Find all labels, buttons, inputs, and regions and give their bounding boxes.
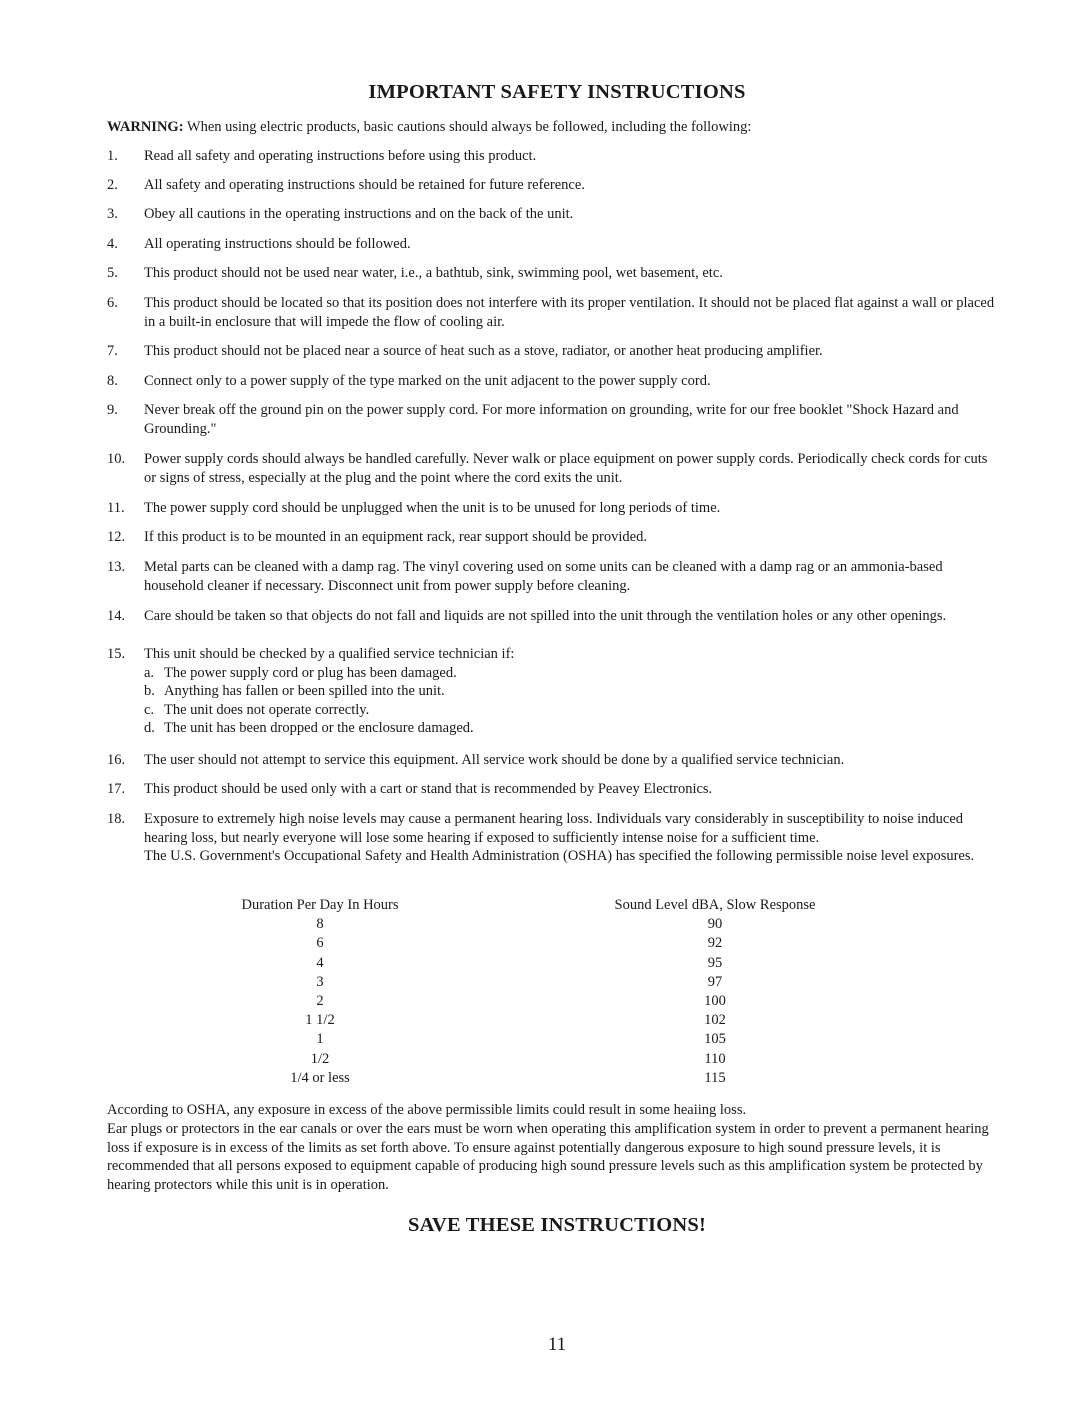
sub-item-text: The unit does not operate correctly. bbox=[164, 701, 370, 718]
item-text: Obey all cautions in the operating instructions and on the back of the unit. bbox=[144, 206, 574, 222]
duration-cell: 6 bbox=[316, 935, 324, 952]
warning-line bbox=[107, 118, 1007, 136]
sub-item-text: The unit has been dropped or the enclosure damaged. bbox=[164, 720, 474, 736]
item-text: This unit should be checked by a qualified service technician if: bbox=[144, 646, 515, 662]
instruction-item bbox=[107, 810, 997, 866]
sub-item-text: The power supply cord or plug has been damaged. bbox=[164, 664, 457, 681]
item-text: Read all safety and operating instructions before using this product. bbox=[144, 148, 537, 164]
sound-level-cell: 102 bbox=[704, 1012, 726, 1029]
duration-cell: 8 bbox=[316, 916, 324, 933]
item-text: This product should be located so that its position does not interfere with its proper ventilation. It should not be placed flat against a wall or placed in a built-in enclosure that will impede the flow of cooling air. bbox=[144, 295, 995, 330]
sound-level-cell: 100 bbox=[704, 993, 726, 1010]
item-number: 1. bbox=[107, 148, 118, 164]
duration-column bbox=[200, 896, 440, 1088]
item-text: All operating instructions should be followed. bbox=[144, 236, 411, 252]
item-text: This product should be used only with a cart or stand that is recommended by Peavey Electronics. bbox=[144, 781, 713, 797]
item-number: 4. bbox=[107, 236, 118, 252]
sound-level-cell: 97 bbox=[707, 973, 723, 990]
duration-cell: 1/4 or less bbox=[290, 1069, 350, 1086]
item-text: Never break off the ground pin on the power supply cord. For more information on grounding, write for our free booklet "Shock Hazard and Grounding." bbox=[144, 402, 959, 437]
sub-item-letter: d. bbox=[144, 720, 155, 736]
item-number: 14. bbox=[107, 608, 126, 624]
page-title: IMPORTANT SAFETY INSTRUCTIONS bbox=[368, 81, 746, 103]
item-text: All safety and operating instructions should be retained for future reference. bbox=[144, 177, 585, 193]
sound-level-cell: 115 bbox=[704, 1069, 726, 1086]
instruction-item bbox=[107, 607, 997, 626]
sub-item bbox=[144, 701, 997, 720]
item-number: 18. bbox=[107, 811, 126, 827]
duration-cell: 4 bbox=[316, 954, 324, 971]
instruction-item bbox=[107, 751, 997, 770]
sound-level-column bbox=[600, 896, 830, 1088]
duration-cell: 1 bbox=[316, 1031, 324, 1048]
instruction-item bbox=[107, 176, 997, 195]
item-text: Exposure to extremely high noise levels may cause a permanent hearing loss. Individuals vary considerably in susceptibility to noise induced hearing loss, but nearly everyone will lose some hearing if exposed to sufficiently intense noise for a sufficient time. bbox=[144, 811, 964, 846]
instruction-item bbox=[107, 147, 997, 166]
page-number: 11 bbox=[547, 1334, 567, 1355]
duration-cell: 3 bbox=[316, 973, 324, 990]
item-text: This product should not be placed near a source of heat such as a stove, radiator, or another heat producing amplifier. bbox=[144, 343, 823, 359]
item-number: 8. bbox=[107, 373, 118, 389]
item-text: This product should not be used near water, i.e., a bathtub, sink, swimming pool, wet basement, etc. bbox=[144, 265, 723, 281]
instruction-item bbox=[107, 645, 997, 738]
instruction-item bbox=[107, 342, 997, 361]
item-text: The power supply cord should be unplugged when the unit is to be unused for long periods of time. bbox=[144, 500, 721, 516]
instruction-item bbox=[107, 528, 997, 547]
instruction-item bbox=[107, 205, 997, 224]
sound-level-cell: 92 bbox=[707, 935, 723, 952]
instruction-item bbox=[107, 235, 997, 254]
sound-level-cell: 110 bbox=[704, 1050, 726, 1067]
item-number: 2. bbox=[107, 177, 118, 193]
sound-level-cell: 95 bbox=[707, 954, 723, 971]
sub-item-letter: b. bbox=[144, 683, 155, 699]
instruction-item bbox=[107, 558, 997, 595]
sound-level-cell: 105 bbox=[704, 1031, 726, 1048]
sub-item bbox=[144, 719, 997, 738]
item-text: If this product is to be mounted in an equipment rack, rear support should be provided. bbox=[144, 529, 647, 545]
sub-item bbox=[144, 664, 997, 683]
item-number: 13. bbox=[107, 559, 126, 575]
hearing-protection-paragraph: Ear plugs or protectors in the ear canals or over the ears must be worn when operating this amplification system in order to prevent a permanent hearing loss if exposure is in excess of the limits as set forth above. To ensure against potentially dangerous exposure to high sound pressure levels, it is recommended that all persons exposed to equipment capable of producing high sound pressure levels such as this amplification system be protected by hearing protectors while this unit is in operation. bbox=[107, 1121, 989, 1193]
save-instructions-heading: SAVE THESE INSTRUCTIONS! bbox=[408, 1214, 706, 1236]
duration-cell: 2 bbox=[316, 993, 324, 1010]
warning-text: When using electric products, basic cautions should always be followed, including the following: bbox=[183, 119, 752, 135]
item-number: 11. bbox=[107, 500, 125, 516]
instruction-item bbox=[107, 264, 997, 283]
sub-item-letter: c. bbox=[144, 701, 155, 718]
item-number: 5. bbox=[107, 265, 118, 281]
item-text: Power supply cords should always be handled carefully. Never walk or place equipment on power supply cords. Periodically check cords for cuts or signs of stress, especially at the plug and the point where the cord exits the unit. bbox=[144, 451, 988, 486]
sub-item-letter: a. bbox=[144, 664, 155, 681]
item-text: The user should not attempt to service this equipment. All service work should be done by a qualified service technician. bbox=[144, 752, 845, 768]
osha-intro: The U.S. Government's Occupational Safety and Health Administration (OSHA) has specified the following permissible noise level exposures. bbox=[144, 848, 975, 864]
duration-cell: 1 1/2 bbox=[305, 1012, 335, 1029]
sub-item bbox=[144, 682, 997, 701]
item-text: Care should be taken so that objects do not fall and liquids are not spilled into the unit through the ventilation holes or any other openings. bbox=[144, 608, 947, 624]
instruction-item bbox=[107, 780, 997, 799]
sub-item-text: Anything has fallen or been spilled into the unit. bbox=[164, 683, 445, 699]
item-number: 9. bbox=[107, 402, 118, 418]
item-number: 7. bbox=[107, 343, 118, 359]
osha-limit-paragraph: According to OSHA, any exposure in excess of the above permissible limits could result in some heaiing loss. bbox=[107, 1102, 747, 1118]
item-text: Connect only to a power supply of the type marked on the unit adjacent to the power supply cord. bbox=[144, 373, 711, 389]
instruction-item bbox=[107, 372, 997, 391]
item-number: 15. bbox=[107, 646, 126, 662]
sound-level-cell: 90 bbox=[707, 916, 723, 933]
duration-cell: 1/2 bbox=[310, 1050, 330, 1067]
warning-label: WARNING: bbox=[107, 119, 184, 135]
item-number: 10. bbox=[107, 451, 126, 467]
table-header-sound-level: Sound Level dBA, Slow Response bbox=[614, 897, 816, 913]
instruction-item bbox=[107, 450, 997, 487]
item-text: Metal parts can be cleaned with a damp rag. The vinyl covering used on some units can be cleaned with a damp rag or an ammonia-based household cleaner if necessary. Disconnect unit from power supply before cleaning. bbox=[144, 559, 943, 594]
item-number: 16. bbox=[107, 752, 126, 768]
item-number: 12. bbox=[107, 529, 126, 545]
instruction-item bbox=[107, 499, 997, 518]
item-number: 17. bbox=[107, 781, 126, 797]
instruction-item bbox=[107, 401, 997, 438]
item-number: 3. bbox=[107, 206, 118, 222]
table-header-duration: Duration Per Day In Hours bbox=[241, 897, 399, 913]
item-number: 6. bbox=[107, 295, 118, 311]
instruction-item bbox=[107, 294, 997, 331]
